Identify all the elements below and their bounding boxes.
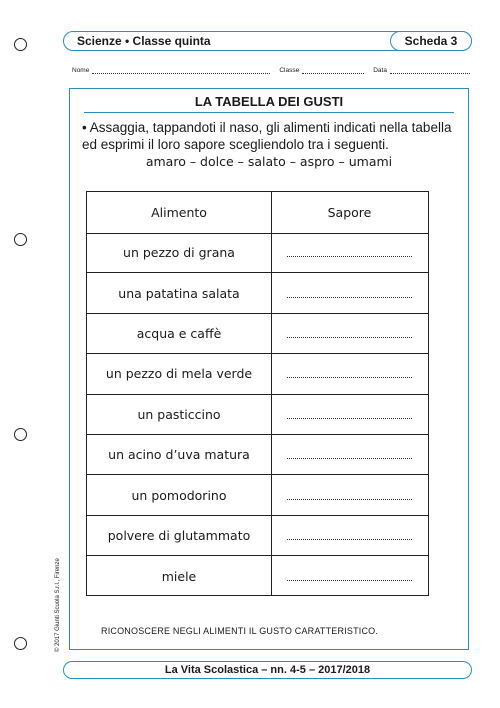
binder-hole-2 (14, 233, 27, 246)
table-row (87, 475, 428, 515)
taste-answer-cell[interactable] (271, 245, 428, 260)
class-field[interactable] (302, 67, 364, 74)
table-row (87, 354, 428, 394)
date-field[interactable] (390, 67, 470, 74)
table-row (87, 314, 428, 354)
table-row (87, 273, 428, 313)
title-divider (84, 112, 454, 113)
answer-dotted-line[interactable] (287, 493, 412, 500)
answer-dotted-line[interactable] (287, 412, 412, 419)
header-sapore: Sapore (327, 205, 372, 220)
table-header-row (87, 192, 428, 234)
food-cell: un acino d’uva matura (108, 447, 250, 463)
taste-answer-cell[interactable] (271, 366, 428, 381)
binder-hole-3 (14, 428, 27, 441)
taste-answer-cell[interactable] (271, 488, 428, 503)
table-row (87, 435, 428, 475)
binder-hole-1 (14, 38, 27, 51)
taste-answer-cell[interactable] (271, 528, 428, 543)
answer-dotted-line[interactable] (287, 371, 412, 378)
objective-note: RICONOSCERE NEGLI ALIMENTI IL GUSTO CARATTERISTICO. (101, 626, 379, 636)
answer-dotted-line[interactable] (287, 331, 412, 338)
name-label: Nome (72, 67, 90, 74)
date-label: Data (373, 67, 387, 74)
food-cell: un pasticcino (137, 406, 221, 422)
taste-answer-cell[interactable] (271, 569, 428, 584)
taste-answer-cell[interactable] (271, 286, 428, 301)
taste-table (86, 191, 429, 596)
header-bar (63, 31, 472, 51)
taste-options: amaro – dolce – salato – aspro – umami (145, 154, 393, 169)
page-title: LA TABELLA DEI GUSTI (194, 94, 344, 109)
class-label: Classe (279, 67, 300, 74)
taste-answer-cell[interactable] (271, 407, 428, 422)
subject-label: Scienze • Classe quinta (77, 34, 211, 48)
answer-dotted-line[interactable] (287, 291, 412, 298)
answer-dotted-line[interactable] (287, 452, 412, 459)
food-cell: una patatina salata (118, 285, 240, 301)
food-cell: miele (161, 568, 197, 584)
table-row (87, 556, 428, 596)
food-cell: acqua e caffè (136, 325, 222, 341)
taste-answer-cell[interactable] (271, 326, 428, 341)
name-field[interactable] (92, 67, 270, 74)
answer-dotted-line[interactable] (287, 250, 412, 257)
answer-dotted-line[interactable] (287, 533, 412, 540)
food-cell: un pezzo di mela verde (105, 366, 253, 382)
instruction-text: • Assaggia, tappandoti il naso, gli alimenti indicati nella tabella ed esprimi il loro sapore scegliendolo tra i seguenti. (82, 120, 452, 152)
food-cell: un pezzo di grana (123, 245, 235, 261)
header-alimento: Alimento (151, 205, 207, 220)
answer-dotted-line[interactable] (287, 574, 412, 581)
food-cell: un pomodorino (131, 487, 227, 503)
table-row (87, 516, 428, 556)
table-row (87, 395, 428, 435)
publication-bar: La Vita Scolastica – nn. 4-5 – 2017/2018 (63, 661, 472, 679)
food-cell: polvere di glutammato (107, 527, 251, 543)
copyright-text: © 2017 Giunti Scuola S.r.l., Firenze (55, 558, 61, 652)
student-fields (72, 67, 470, 74)
table-row (87, 233, 428, 273)
sheet-tab: Scheda 3 (390, 31, 472, 51)
binder-hole-4 (14, 637, 27, 650)
taste-answer-cell[interactable] (271, 447, 428, 462)
worksheet-box (69, 88, 469, 650)
